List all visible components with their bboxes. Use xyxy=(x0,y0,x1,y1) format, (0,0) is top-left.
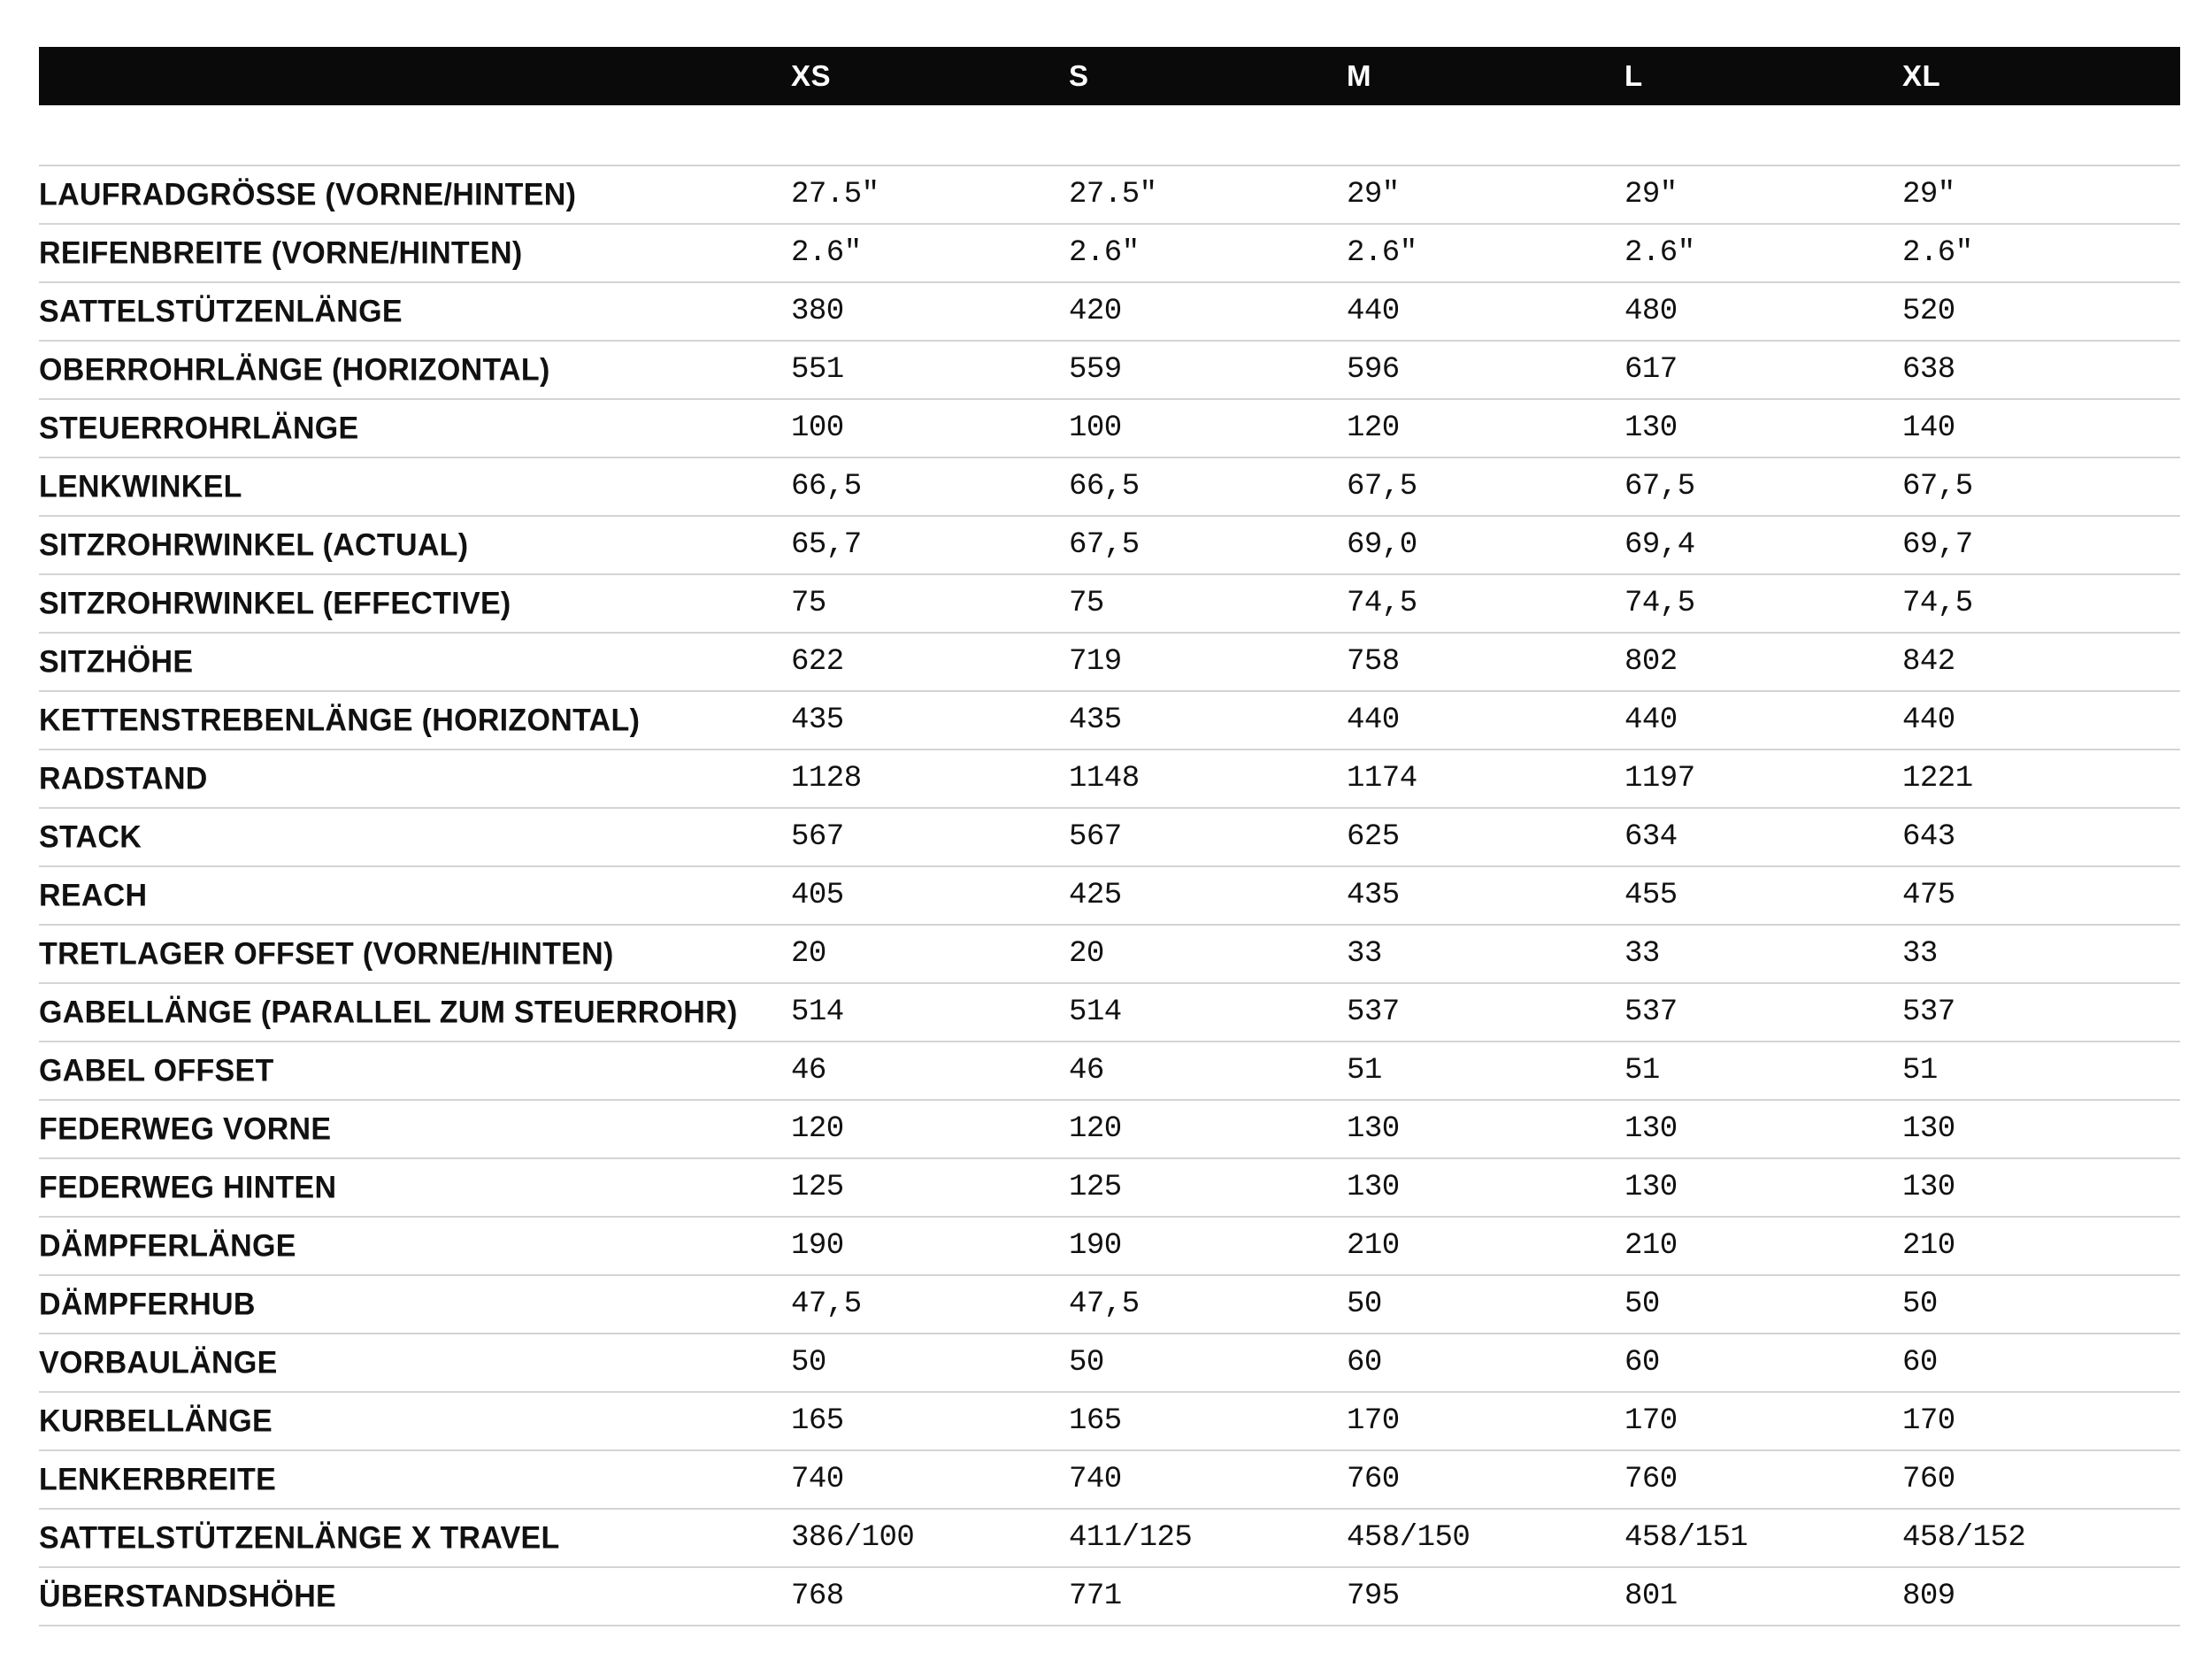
cell-value-l: 29" xyxy=(1624,178,1678,211)
table-row xyxy=(39,1393,2180,1451)
cell-value-m: 795 xyxy=(1347,1580,1400,1613)
cell-value-xs: 75 xyxy=(791,587,826,620)
cell-value-l: 170 xyxy=(1624,1404,1678,1438)
cell-value-l: 801 xyxy=(1624,1580,1678,1613)
table-row xyxy=(39,342,2180,400)
cell-value-s: 420 xyxy=(1069,295,1122,328)
cell-value-xs: 190 xyxy=(791,1229,844,1263)
row-label: DÄMPFERHUB xyxy=(39,1287,256,1322)
cell-value-xs: 120 xyxy=(791,1112,844,1146)
cell-value-m: 210 xyxy=(1347,1229,1400,1263)
cell-value-m: 596 xyxy=(1347,353,1400,387)
table-row xyxy=(39,517,2180,575)
cell-value-xs: 405 xyxy=(791,879,844,912)
cell-value-l: 130 xyxy=(1624,411,1678,445)
header-spacer xyxy=(39,105,2180,166)
table-row xyxy=(39,1334,2180,1393)
row-label: STEUERROHRLÄNGE xyxy=(39,411,359,446)
table-row xyxy=(39,1218,2180,1276)
table-row xyxy=(39,1276,2180,1334)
cell-value-xs: 622 xyxy=(791,645,844,679)
cell-value-xs: 100 xyxy=(791,411,844,445)
row-label: LENKWINKEL xyxy=(39,469,242,504)
cell-value-xl: 74,5 xyxy=(1902,587,1973,620)
cell-value-m: 1174 xyxy=(1347,762,1417,796)
cell-value-m: 74,5 xyxy=(1347,587,1417,620)
cell-value-xs: 27.5" xyxy=(791,178,879,211)
cell-value-s: 719 xyxy=(1069,645,1122,679)
cell-value-l: 440 xyxy=(1624,703,1678,737)
row-label: ÜBERSTANDSHÖHE xyxy=(39,1579,337,1614)
cell-value-l: 480 xyxy=(1624,295,1678,328)
table-row xyxy=(39,1042,2180,1101)
cell-value-xl: 170 xyxy=(1902,1404,1955,1438)
cell-value-xl: 842 xyxy=(1902,645,1955,679)
cell-value-s: 771 xyxy=(1069,1580,1122,1613)
row-label: KETTENSTREBENLÄNGE (HORIZONTAL) xyxy=(39,703,641,738)
table-row xyxy=(39,1159,2180,1218)
row-label: KURBELLÄNGE xyxy=(39,1403,273,1439)
size-header-l: L xyxy=(1624,59,1643,92)
cell-value-l: 74,5 xyxy=(1624,587,1695,620)
cell-value-s: 1148 xyxy=(1069,762,1140,796)
cell-value-s: 165 xyxy=(1069,1404,1122,1438)
cell-value-xl: 440 xyxy=(1902,703,1955,737)
cell-value-s: 2.6" xyxy=(1069,236,1140,270)
cell-value-m: 760 xyxy=(1347,1463,1400,1496)
row-label: FEDERWEG VORNE xyxy=(39,1111,332,1147)
table-row xyxy=(39,634,2180,692)
cell-value-xl: 50 xyxy=(1902,1288,1938,1321)
cell-value-xs: 50 xyxy=(791,1346,826,1380)
cell-value-xs: 567 xyxy=(791,820,844,854)
cell-value-l: 455 xyxy=(1624,879,1678,912)
cell-value-l: 2.6" xyxy=(1624,236,1695,270)
cell-value-xs: 165 xyxy=(791,1404,844,1438)
row-label: GABELLÄNGE (PARALLEL ZUM STEUERROHR) xyxy=(39,995,738,1030)
cell-value-xs: 1128 xyxy=(791,762,862,796)
cell-value-xl: 809 xyxy=(1902,1580,1955,1613)
row-label: REACH xyxy=(39,878,148,913)
cell-value-xs: 740 xyxy=(791,1463,844,1496)
cell-value-xl: 475 xyxy=(1902,879,1955,912)
cell-value-m: 69,0 xyxy=(1347,528,1417,562)
cell-value-s: 740 xyxy=(1069,1463,1122,1496)
cell-value-xl: 520 xyxy=(1902,295,1955,328)
cell-value-m: 170 xyxy=(1347,1404,1400,1438)
table-row xyxy=(39,1451,2180,1510)
row-label: SITZROHRWINKEL (ACTUAL) xyxy=(39,527,469,563)
table-row xyxy=(39,1101,2180,1159)
cell-value-s: 20 xyxy=(1069,937,1104,971)
cell-value-l: 617 xyxy=(1624,353,1678,387)
cell-value-l: 537 xyxy=(1624,996,1678,1029)
cell-value-m: 2.6" xyxy=(1347,236,1417,270)
table-row xyxy=(39,225,2180,283)
row-label: FEDERWEG HINTEN xyxy=(39,1170,337,1205)
cell-value-s: 559 xyxy=(1069,353,1122,387)
row-label: STACK xyxy=(39,819,142,855)
cell-value-m: 120 xyxy=(1347,411,1400,445)
cell-value-s: 435 xyxy=(1069,703,1122,737)
cell-value-xl: 67,5 xyxy=(1902,470,1973,504)
cell-value-s: 514 xyxy=(1069,996,1122,1029)
table-row xyxy=(39,400,2180,458)
cell-value-m: 29" xyxy=(1347,178,1400,211)
cell-value-l: 1197 xyxy=(1624,762,1695,796)
size-header-s: S xyxy=(1069,59,1089,92)
cell-value-s: 75 xyxy=(1069,587,1104,620)
table-row xyxy=(39,458,2180,517)
cell-value-s: 425 xyxy=(1069,879,1122,912)
table-row xyxy=(39,283,2180,342)
table-row xyxy=(39,750,2180,809)
row-label: GABEL OFFSET xyxy=(39,1053,274,1088)
cell-value-l: 760 xyxy=(1624,1463,1678,1496)
cell-value-xs: 46 xyxy=(791,1054,826,1088)
cell-value-xs: 768 xyxy=(791,1580,844,1613)
cell-value-l: 458/151 xyxy=(1624,1521,1748,1555)
row-label: SITZROHRWINKEL (EFFECTIVE) xyxy=(39,586,511,621)
cell-value-s: 50 xyxy=(1069,1346,1104,1380)
cell-value-xs: 380 xyxy=(791,295,844,328)
row-label: SITZHÖHE xyxy=(39,644,194,680)
cell-value-xl: 2.6" xyxy=(1902,236,1973,270)
cell-value-s: 27.5" xyxy=(1069,178,1157,211)
cell-value-s: 67,5 xyxy=(1069,528,1140,562)
cell-value-l: 69,4 xyxy=(1624,528,1695,562)
row-label: OBERROHRLÄNGE (HORIZONTAL) xyxy=(39,352,550,388)
table-row xyxy=(39,809,2180,867)
cell-value-l: 802 xyxy=(1624,645,1678,679)
cell-value-xl: 130 xyxy=(1902,1171,1955,1204)
row-label: DÄMPFERLÄNGE xyxy=(39,1228,296,1264)
cell-value-l: 50 xyxy=(1624,1288,1660,1321)
cell-value-xl: 130 xyxy=(1902,1112,1955,1146)
cell-value-xl: 29" xyxy=(1902,178,1955,211)
table-row xyxy=(39,166,2180,225)
geometry-table xyxy=(39,47,2180,1626)
cell-value-l: 33 xyxy=(1624,937,1660,971)
cell-value-l: 634 xyxy=(1624,820,1678,854)
cell-value-l: 130 xyxy=(1624,1171,1678,1204)
cell-value-l: 67,5 xyxy=(1624,470,1695,504)
cell-value-l: 60 xyxy=(1624,1346,1660,1380)
cell-value-xl: 210 xyxy=(1902,1229,1955,1263)
cell-value-m: 33 xyxy=(1347,937,1382,971)
cell-value-l: 210 xyxy=(1624,1229,1678,1263)
cell-value-s: 190 xyxy=(1069,1229,1122,1263)
cell-value-xs: 125 xyxy=(791,1171,844,1204)
row-label: TRETLAGER OFFSET (VORNE/HINTEN) xyxy=(39,936,614,972)
cell-value-m: 130 xyxy=(1347,1171,1400,1204)
cell-value-m: 440 xyxy=(1347,295,1400,328)
cell-value-xl: 638 xyxy=(1902,353,1955,387)
cell-value-m: 67,5 xyxy=(1347,470,1417,504)
cell-value-xl: 60 xyxy=(1902,1346,1938,1380)
table-row xyxy=(39,692,2180,750)
cell-value-s: 47,5 xyxy=(1069,1288,1140,1321)
size-header-m: M xyxy=(1347,59,1371,92)
cell-value-xl: 643 xyxy=(1902,820,1955,854)
cell-value-m: 51 xyxy=(1347,1054,1382,1088)
cell-value-m: 625 xyxy=(1347,820,1400,854)
row-label: SATTELSTÜTZENLÄNGE X TRAVEL xyxy=(39,1520,560,1556)
cell-value-s: 125 xyxy=(1069,1171,1122,1204)
cell-value-xl: 760 xyxy=(1902,1463,1955,1496)
table-row xyxy=(39,1568,2180,1626)
cell-value-s: 46 xyxy=(1069,1054,1104,1088)
table-row xyxy=(39,926,2180,984)
table-row xyxy=(39,1510,2180,1568)
size-header-xl: XL xyxy=(1902,59,1941,92)
cell-value-m: 758 xyxy=(1347,645,1400,679)
cell-value-m: 435 xyxy=(1347,879,1400,912)
cell-value-xs: 65,7 xyxy=(791,528,862,562)
cell-value-s: 66,5 xyxy=(1069,470,1140,504)
cell-value-xl: 1221 xyxy=(1902,762,1973,796)
cell-value-xs: 386/100 xyxy=(791,1521,915,1555)
cell-value-xs: 435 xyxy=(791,703,844,737)
row-label: REIFENBREITE (VORNE/HINTEN) xyxy=(39,235,523,271)
cell-value-m: 130 xyxy=(1347,1112,1400,1146)
cell-value-xs: 514 xyxy=(791,996,844,1029)
table-row xyxy=(39,984,2180,1042)
table-row xyxy=(39,575,2180,634)
cell-value-m: 537 xyxy=(1347,996,1400,1029)
cell-value-m: 458/150 xyxy=(1347,1521,1471,1555)
row-label: LAUFRADGRÖSSE (VORNE/HINTEN) xyxy=(39,177,577,212)
cell-value-m: 440 xyxy=(1347,703,1400,737)
cell-value-xl: 51 xyxy=(1902,1054,1938,1088)
row-label: SATTELSTÜTZENLÄNGE xyxy=(39,294,403,329)
cell-value-m: 50 xyxy=(1347,1288,1382,1321)
cell-value-m: 60 xyxy=(1347,1346,1382,1380)
size-header-xs: XS xyxy=(791,59,832,92)
cell-value-s: 567 xyxy=(1069,820,1122,854)
table-body xyxy=(39,166,2180,1626)
cell-value-xl: 33 xyxy=(1902,937,1938,971)
row-label: VORBAULÄNGE xyxy=(39,1345,278,1380)
cell-value-l: 130 xyxy=(1624,1112,1678,1146)
cell-value-xs: 47,5 xyxy=(791,1288,862,1321)
cell-value-xs: 2.6" xyxy=(791,236,862,270)
cell-value-s: 411/125 xyxy=(1069,1521,1193,1555)
row-label: LENKERBREITE xyxy=(39,1462,277,1497)
size-header-bar xyxy=(39,47,2180,105)
cell-value-xl: 140 xyxy=(1902,411,1955,445)
cell-value-s: 120 xyxy=(1069,1112,1122,1146)
cell-value-xs: 551 xyxy=(791,353,844,387)
cell-value-l: 51 xyxy=(1624,1054,1660,1088)
row-label: RADSTAND xyxy=(39,761,208,796)
cell-value-s: 100 xyxy=(1069,411,1122,445)
cell-value-xl: 537 xyxy=(1902,996,1955,1029)
cell-value-xl: 458/152 xyxy=(1902,1521,2026,1555)
cell-value-xs: 20 xyxy=(791,937,826,971)
table-row xyxy=(39,867,2180,926)
cell-value-xl: 69,7 xyxy=(1902,528,1973,562)
cell-value-xs: 66,5 xyxy=(791,470,862,504)
